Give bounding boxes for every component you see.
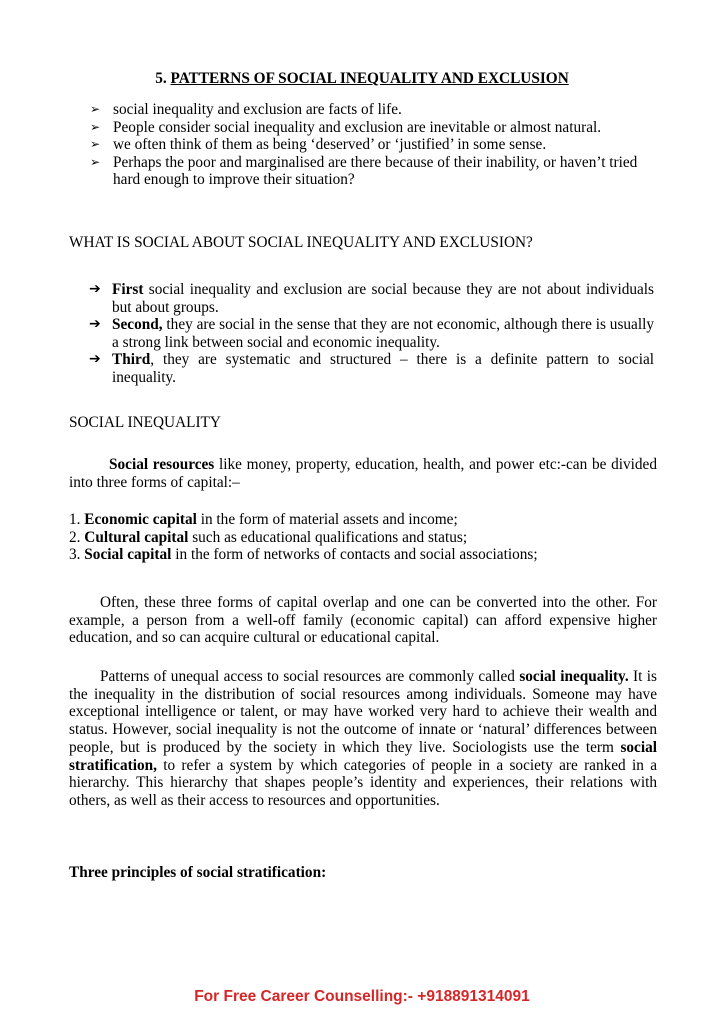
- principles-heading: Three principles of social stratification:: [69, 864, 327, 881]
- bullet-arrow-icon: ➢: [90, 154, 101, 169]
- list-item: ➢ Perhaps the poor and marginalised are there because of their inability, or haven’t tried hard enough to improve their situation?: [90, 153, 638, 188]
- intro-bullet-list: [90, 101, 650, 189]
- bullet-arrow-icon: ➢: [90, 102, 101, 116]
- list-item: ➔ First social inequality and exclusion are social because they are not about individuals but about groups.: [89, 281, 654, 316]
- section-heading-social: WHAT IS SOCIAL ABOUT SOCIAL INEQUALITY AND EXCLUSION?: [69, 234, 533, 251]
- arrow-right-icon: ➔: [89, 316, 101, 332]
- list-item: ➔ Second, they are social in the sense that they are not economic, although there is usually a strong link between social and economic inequality.: [89, 316, 654, 351]
- title-number: 5.: [155, 70, 171, 87]
- bullet-arrow-icon: ➢: [90, 119, 101, 134]
- overlap-paragraph: Often, these three forms of capital overlap and one can be converted into the other. For example, a person from a well-off family (economic capital) can afford expensive higher education, and so can acquire cultural or educational capital.: [69, 594, 657, 647]
- list-item: ➢ we often think of them as being ‘deserved’ or ‘justified’ in some sense.: [90, 136, 547, 153]
- list-item: ➢ People consider social inequality and exclusion are inevitable or almost natural.: [90, 118, 602, 136]
- inequality-paragraph: Patterns of unequal access to social resources are commonly called social inequality. It is the inequality in the distribution of social resources among individuals. Someone may have exceptional intelligence or talent, or may have worked very hard to achieve their wealth and status. However, social inequality is not the outcome of innate or ‘natural’ differences between people, but is produced by the society in which they live. Sociologists use the term social stratification, to refer a system by which categories of people in a society are ranked in a hierarchy. This hierarchy that shapes people’s identity and experiences, their relations with others, as well as their access to resources and opportunities.: [69, 668, 657, 809]
- list-item: ➢ social inequality and exclusion are facts of life.: [90, 101, 402, 118]
- list-item: 1. Economic capital in the form of material assets and income;: [69, 511, 458, 528]
- social-points-list: [89, 281, 654, 386]
- capital-list: [69, 511, 657, 564]
- section-heading-inequality: SOCIAL INEQUALITY: [69, 414, 221, 431]
- resources-paragraph: Social resources like money, property, education, health, and power etc:-can be divided into three forms of capital:–: [69, 456, 657, 491]
- list-item: 2. Cultural capital such as educational qualifications and status;: [69, 528, 468, 546]
- bullet-arrow-icon: ➢: [90, 137, 101, 151]
- arrow-right-icon: ➔: [89, 281, 101, 297]
- title-text: PATTERNS OF SOCIAL INEQUALITY AND EXCLUSION: [170, 70, 569, 87]
- list-item: ➔ Third, they are systematic and structured – there is a definite pattern to social inequality.: [89, 351, 654, 386]
- footer-contact: For Free Career Counselling:- +918891314091: [194, 988, 530, 1005]
- arrow-right-icon: ➔: [89, 351, 101, 367]
- page-title: [0, 70, 724, 88]
- list-item: 3. Social capital in the form of networks of contacts and social associations;: [69, 546, 538, 564]
